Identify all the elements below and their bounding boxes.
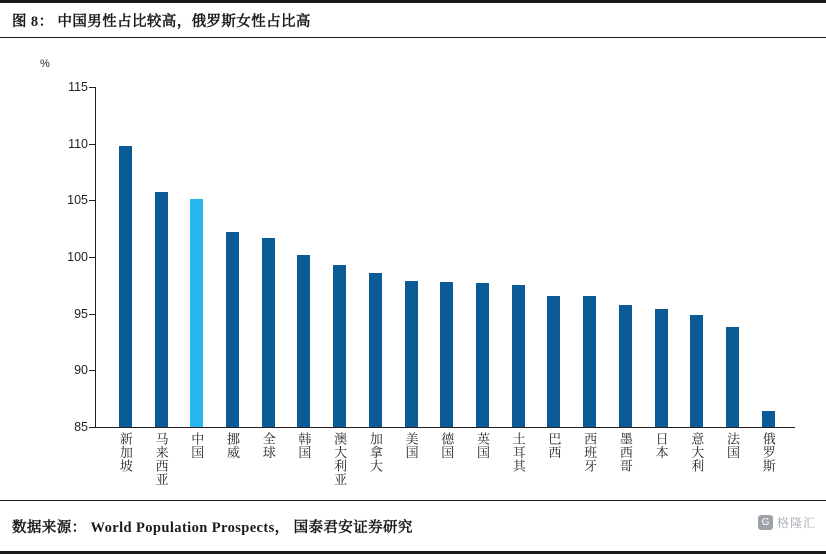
bar	[226, 232, 239, 427]
bar-column	[143, 87, 179, 427]
x-axis-category-label: 全球	[260, 432, 276, 459]
bar-column	[465, 87, 501, 427]
bar-column	[679, 87, 715, 427]
source-note: 数据来源： World Population Prospects， 国泰君安证券研究	[12, 519, 413, 536]
bar-column	[643, 87, 679, 427]
bar	[512, 285, 525, 427]
bar-column	[322, 87, 358, 427]
y-axis-tick-labels	[40, 80, 88, 434]
figure-title-bar	[0, 0, 826, 38]
bar-column	[108, 87, 144, 427]
bar-column	[429, 87, 465, 427]
bar	[619, 305, 632, 427]
bar-column	[286, 87, 322, 427]
x-axis-category-label: 中国	[189, 432, 205, 459]
bar	[262, 238, 275, 427]
y-axis-tickmark	[89, 370, 95, 371]
bar-column	[608, 87, 644, 427]
bar-column	[715, 87, 751, 427]
bar-column	[393, 87, 429, 427]
watermark-logo-icon: G	[758, 515, 773, 530]
bar	[297, 255, 310, 427]
x-axis-category-label: 加拿大	[367, 432, 383, 473]
x-axis-category-label: 土耳其	[510, 432, 526, 473]
bar-column	[250, 87, 286, 427]
bar-column	[750, 87, 786, 427]
bar	[155, 192, 168, 427]
bar-column	[179, 87, 215, 427]
figure-footer-bar	[0, 501, 826, 554]
bar	[369, 273, 382, 427]
bar	[119, 146, 132, 427]
bar	[726, 327, 739, 427]
x-axis-category-label: 澳大利亚	[332, 432, 348, 486]
bar	[547, 296, 560, 427]
y-axis-tickmark	[89, 200, 95, 201]
bar	[190, 199, 203, 427]
x-axis-category-label: 新加坡	[117, 432, 133, 473]
x-axis-category-label: 挪威	[225, 432, 240, 459]
bar-column	[215, 87, 251, 427]
bar-column	[500, 87, 536, 427]
bar-chart	[0, 38, 826, 500]
x-axis-tick-labels	[95, 432, 795, 502]
x-axis-category-label: 法国	[725, 432, 740, 459]
bar-series	[95, 87, 795, 427]
watermark	[758, 514, 816, 531]
bar	[583, 296, 596, 427]
y-axis-tick-105: 105	[67, 193, 88, 208]
page-title: 图 8： 中国男性占比较高，俄罗斯女性占比高	[12, 14, 311, 30]
x-axis-category-label: 日本	[653, 432, 669, 459]
x-axis-category-label: 德国	[439, 432, 455, 459]
y-axis-tickmark	[89, 257, 95, 258]
y-axis-tick-110: 110	[68, 136, 88, 151]
x-axis-category-label: 英国	[475, 432, 490, 459]
watermark-label: 格隆汇	[776, 516, 816, 530]
bar	[476, 283, 489, 427]
x-axis-category-label: 西班牙	[582, 432, 598, 473]
y-axis-tickmark	[89, 314, 95, 315]
x-axis-category-label: 韩国	[296, 432, 312, 459]
x-axis-line	[95, 427, 795, 428]
x-axis-category-label: 墨西哥	[617, 432, 633, 473]
bar	[655, 309, 668, 427]
y-axis-unit-label: %	[40, 58, 50, 70]
x-axis-category-label: 巴西	[546, 432, 562, 459]
x-axis-category-label: 俄罗斯	[760, 432, 776, 473]
x-axis-category-label: 马来西亚	[153, 432, 169, 486]
y-axis-tick-90: 90	[74, 363, 88, 378]
bar	[762, 411, 775, 427]
y-axis-tick-100: 100	[67, 250, 88, 264]
y-axis-tick-85: 85	[74, 420, 88, 434]
y-axis-tickmark	[89, 427, 95, 428]
bar	[690, 315, 703, 427]
y-axis-tick-115: 115	[68, 80, 88, 94]
bar	[440, 282, 453, 427]
bar-column	[358, 87, 394, 427]
x-axis-category-label: 美国	[403, 432, 419, 459]
bar	[405, 281, 418, 427]
bar-column	[572, 87, 608, 427]
y-axis-tickmark	[89, 144, 95, 145]
x-axis-category-label: 意大利	[689, 432, 705, 473]
bar-column	[536, 87, 572, 427]
y-axis-tick-95: 95	[74, 306, 88, 321]
y-axis-tickmark	[89, 87, 95, 88]
bar	[333, 265, 346, 427]
